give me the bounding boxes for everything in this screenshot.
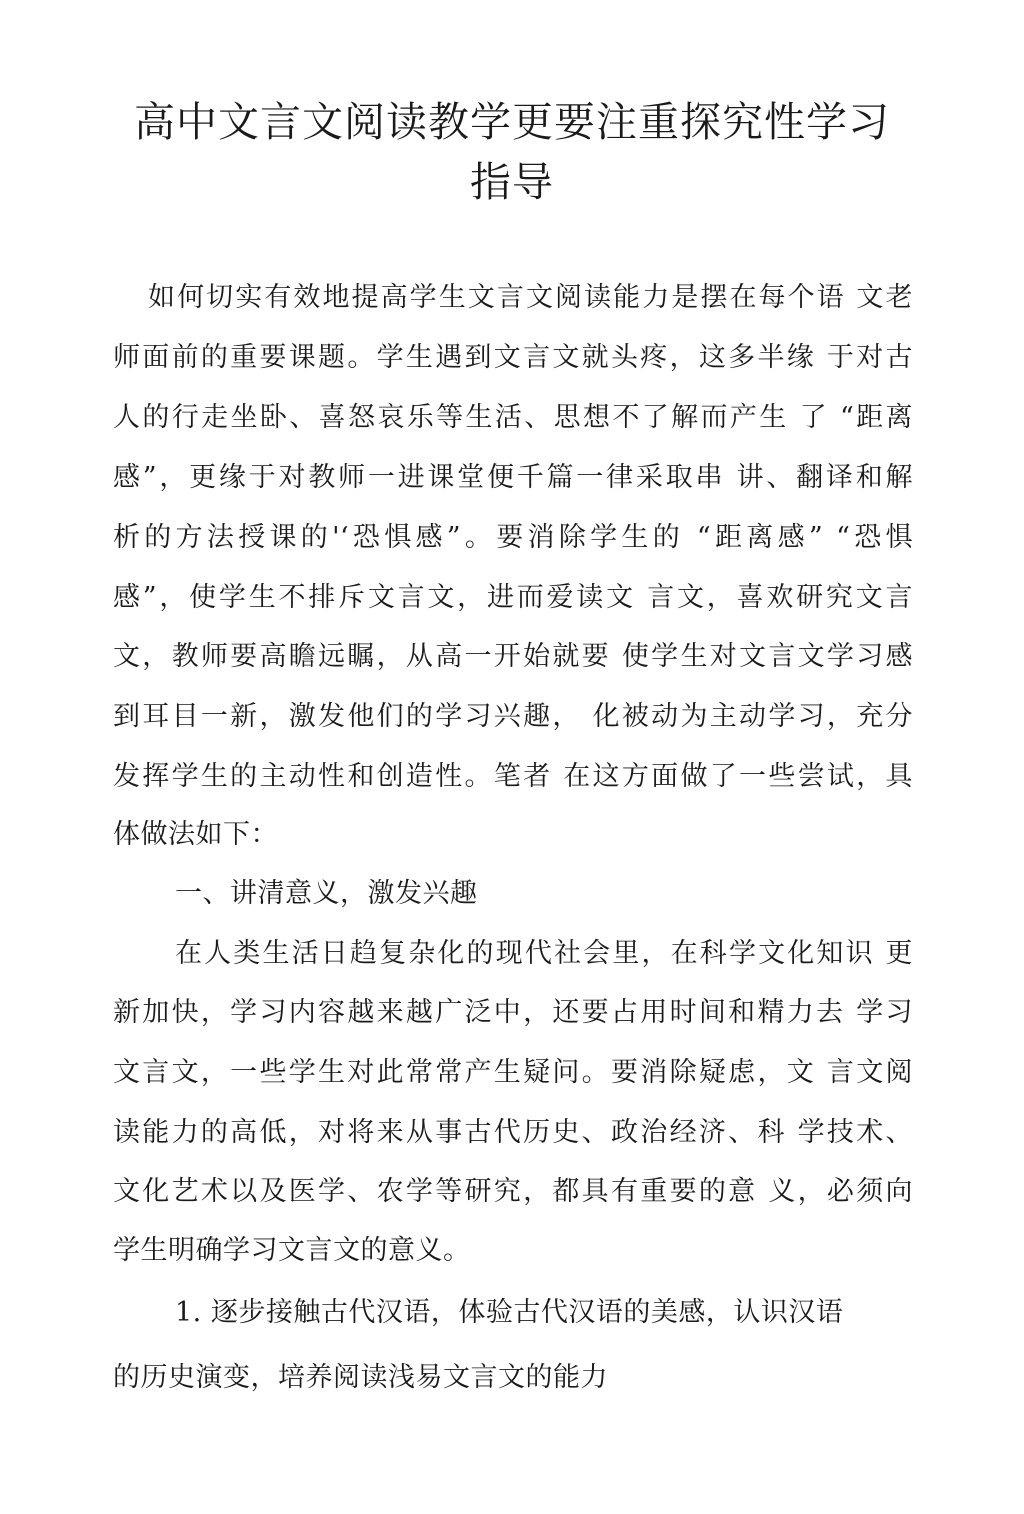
paragraph-1-line-6: 感”，使学生不排斥文言文，进而爱读文 言文，喜欢研究文言 <box>113 582 913 613</box>
numbered-item-1-line-2: 的历史演变，培养阅读浅易文言文的能力 <box>113 1362 608 1393</box>
paragraph-2-line-3: 文言文，一些学生对此常常产生疑问。要消除疑虑，文 言文阅 <box>113 1057 913 1088</box>
paragraph-2-line-6: 学生明确学习文言文的意义。 <box>113 1235 471 1266</box>
paragraph-2-line-2: 新加快，学习内容越来越广泛中，还要占用时间和精力去 学习 <box>113 997 913 1028</box>
paragraph-1-line-9: 发挥学生的主动性和创造性。笔者 在这方面做了一些尝试，具 <box>113 761 913 792</box>
paragraph-1-line-3: 人的行走坐卧、喜怒哀乐等生活、思想不了解而产生 了 “距离 <box>113 402 913 433</box>
paragraph-1-line-4: 感”，更缘于对教师一进课堂便千篇一律采取串 讲、翻译和解 <box>113 462 913 493</box>
paragraph-1-line-8: 到耳目一新，激发他们的学习兴趣， 化被动为主动学习，充分 <box>113 701 913 732</box>
section-1-heading: 一、讲清意义，激发兴趣 <box>175 878 478 909</box>
numbered-item-1-line-1: 1. 逐步接触古代汉语，体验古代汉语的美感，认识汉语 <box>175 1297 844 1328</box>
paragraph-2-line-1: 在人类生活日趋复杂化的现代社会里，在科学文化知识 更 <box>175 938 913 969</box>
paragraph-1-line-7: 文，教师要高瞻远瞩，从高一开始就要 使学生对文言文学习感 <box>113 641 913 672</box>
paragraph-1-line-5: 析的方法授课的'‘恐惧感”。要消除学生的 “距离感” “恐惧 <box>113 522 913 553</box>
paragraph-1-line-2: 师面前的重要课题。学生遇到文言文就头疼，这多半缘 于对古 <box>113 342 913 373</box>
paragraph-1-line-1: 如何切实有效地提高学生文言文阅读能力是摆在每个语 文老 <box>148 282 913 313</box>
paragraph-2-line-5: 文化艺术以及医学、农学等研究，都具有重要的意 义，必须向 <box>113 1176 913 1207</box>
paragraph-1-line-10: 体做法如下： <box>113 819 278 850</box>
paragraph-2-line-4: 读能力的高低，对将来从事古代历史、政治经济、科 学技术、 <box>113 1117 913 1148</box>
title-line-2: 指导 <box>470 158 554 206</box>
title-line-1: 高中文言文阅读教学更要注重探究性学习 <box>134 98 890 146</box>
